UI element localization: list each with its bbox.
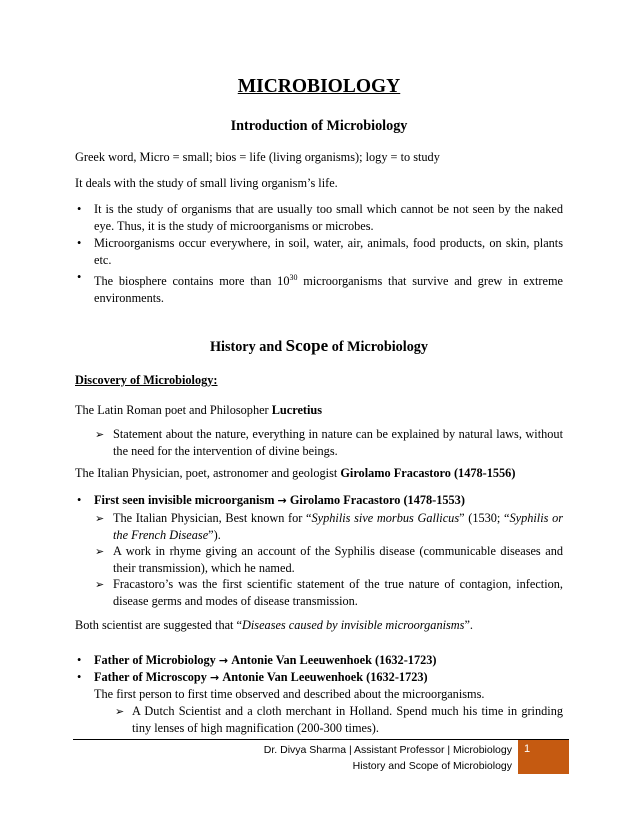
- page-number-box: [518, 740, 569, 774]
- both-scientists-line: [75, 617, 563, 634]
- bullet-dot: •: [77, 493, 82, 507]
- first-seen-name: Girolamo Fracastoro (1478-1553): [289, 493, 465, 507]
- father-micro-name: Antonie Van Leeuwenhoek (1632-1723): [231, 653, 437, 667]
- discovery-heading: [75, 372, 563, 389]
- intro-heading: Introduction of Microbiology: [230, 118, 408, 134]
- arrow-bullet-icon: ➢: [95, 428, 105, 441]
- bullet-dot: •: [77, 653, 82, 667]
- footer-text: [264, 742, 512, 774]
- fracastoro-name: Girolamo Fracastoro (1478-1556): [340, 466, 516, 480]
- arrow-bullet-icon: ➢: [95, 512, 105, 525]
- fracastoro-pre: The Italian Physician, poet, astronomer and geologist: [75, 466, 341, 480]
- intro-line-1: Greek word, Micro = small; bios = life (living organisms); logy = to study: [75, 150, 440, 164]
- exponent: 30: [289, 273, 298, 282]
- lucretius-point: Statement about the nature, everything in nature can be explained by natural laws, without the need for the intervention of divine beings.: [113, 427, 563, 458]
- father-micro-label: Father of Microbiology: [94, 653, 216, 667]
- sub-point-1-italic: Syphilis sive morbus Gallicus: [311, 511, 460, 525]
- sub-point-1-post: ”).: [208, 528, 221, 542]
- bullet-dot: •: [77, 236, 82, 250]
- page-number: 1: [524, 743, 531, 755]
- lucretius-name: Lucretius: [271, 403, 323, 417]
- father-microscopy-bullet: [94, 669, 563, 686]
- both-italic: Diseases caused by invisible microorganisms: [242, 618, 465, 632]
- intro-line-2: It deals with the study of small living organism’s life.: [75, 176, 338, 190]
- history-heading-pre: History and: [209, 339, 286, 355]
- intro-bullet-2: Microorganisms occur everywhere, in soil, water, air, animals, food products, on skin, plants etc.: [94, 236, 563, 267]
- bullet-dot: •: [77, 270, 82, 284]
- father-scope-label: Father of Microscopy: [94, 670, 207, 684]
- father-microbiology-bullet: [94, 652, 563, 669]
- document-title: MICROBIOLOGY: [237, 76, 401, 97]
- arrow-bullet-icon: ➢: [95, 578, 105, 591]
- discovery-heading-text: Discovery of Microbiology:: [75, 373, 218, 387]
- footer-subject: History and Scope of Microbiology: [352, 760, 512, 772]
- sub-point-3: Fracastoro’s was the first scientific statement of the true nature of contagion, infection, disease germs and modes of disease transmission.: [113, 577, 563, 608]
- father-scope-name: Antonie Van Leeuwenhoek (1632-1723): [222, 670, 428, 684]
- right-arrow-icon: →: [277, 494, 287, 507]
- intro-bullet-1: It is the study of organisms that are usually too small which cannot be not seen by the naked eye. Thus, it is the study of microorganisms or microbes.: [94, 202, 563, 233]
- footer-author: Dr. Divya Sharma | Assistant Professor | Microbiology: [263, 744, 512, 756]
- history-heading-scope: Scope: [285, 336, 329, 355]
- history-heading: [0, 336, 638, 356]
- right-arrow-icon: →: [210, 671, 220, 684]
- first-person-line: The first person to first time observed and described about the microorganisms.: [94, 687, 485, 701]
- lucretius-pre: The Latin Roman poet and Philosopher: [75, 403, 272, 417]
- both-pre: Both scientist are suggested that “: [75, 618, 242, 632]
- bullet-dot: •: [77, 670, 82, 684]
- sub-point-1: [113, 510, 563, 544]
- footer-divider: [73, 739, 569, 740]
- fracastoro-line: [75, 465, 563, 482]
- sub-point-1-pre: The Italian Physician, Best known for “: [113, 511, 312, 525]
- first-seen-bullet: [94, 492, 563, 509]
- lucretius-line: [75, 402, 563, 419]
- history-heading-post: of Microbiology: [328, 339, 428, 355]
- sub-point-1-italic-2: Syphilis or the French Disease: [113, 511, 563, 542]
- intro-bullet-3: [94, 269, 563, 307]
- bullet-dot: •: [77, 202, 82, 216]
- arrow-bullet-icon: ➢: [95, 545, 105, 558]
- bullet-3-text-end: microorganisms that survive and grew in extreme environments.: [94, 274, 564, 306]
- right-arrow-icon: →: [218, 654, 229, 667]
- arrow-bullet-icon: ➢: [115, 705, 125, 718]
- bullet-3-text: The biosphere contains more than 10: [94, 274, 290, 289]
- sub-point-1-mid: ” (1530; “: [459, 511, 510, 525]
- both-post: ”.: [464, 618, 474, 632]
- sub-point-2: A work in rhyme giving an account of the Syphilis disease (communicable diseases and their transmission), which he named.: [113, 544, 563, 575]
- dutch-point: A Dutch Scientist and a cloth merchant in Holland. Spend much his time in grinding tiny lenses of high magnification (200-300 times).: [132, 704, 563, 735]
- first-seen-label: First seen invisible microorganism: [94, 493, 275, 507]
